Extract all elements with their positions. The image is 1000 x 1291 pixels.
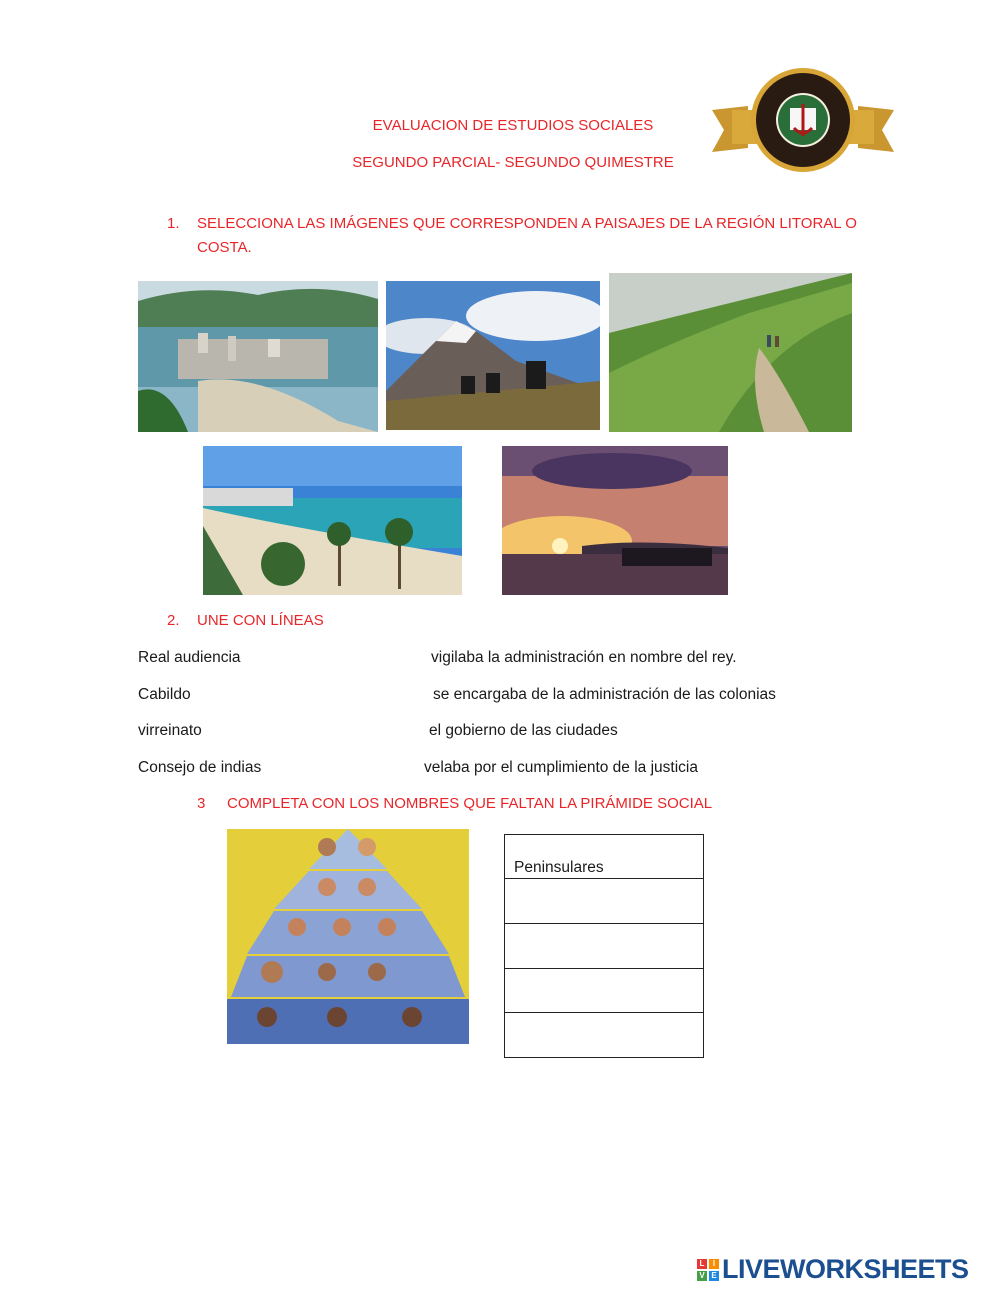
answer-box[interactable]: [504, 878, 704, 924]
liveworksheets-wordmark: LIVEWORKSHEETS: [722, 1254, 969, 1284]
q3-number: 3: [197, 795, 206, 812]
answer-box[interactable]: [504, 834, 704, 879]
match-left-item[interactable]: virreinato: [138, 722, 202, 739]
photo-green-hills-path[interactable]: [609, 273, 852, 432]
match-left-item[interactable]: Cabildo: [138, 686, 191, 703]
match-left-item[interactable]: Real audiencia: [138, 649, 241, 666]
liveworksheets-badge-icon: L I V E: [697, 1259, 719, 1281]
match-right-item[interactable]: velaba por el cumplimiento de la justicia: [424, 759, 698, 776]
q2-number: 2.: [167, 612, 180, 629]
answer-box[interactable]: [504, 968, 704, 1013]
social-pyramid-illustration: [227, 829, 469, 1044]
q1-number: 1.: [167, 215, 180, 232]
answer-box[interactable]: [504, 923, 704, 969]
match-left-item[interactable]: Consejo de indias: [138, 759, 262, 776]
photo-coastal-city[interactable]: [138, 281, 378, 432]
q2-text: UNE CON LÍNEAS: [197, 612, 324, 629]
answer-text: Peninsulares: [514, 859, 604, 876]
match-right-item[interactable]: se encargaba de la administración de las colonias: [433, 686, 776, 703]
q1-text-line1: SELECCIONA LAS IMÁGENES QUE CORRESPONDEN A PAISAJES DE LA REGIÓN LITORAL O: [197, 215, 857, 232]
liveworksheets-logo[interactable]: [697, 1254, 969, 1285]
match-right-item[interactable]: el gobierno de las ciudades: [429, 722, 618, 739]
photo-sunset-beach[interactable]: [502, 446, 728, 595]
page-subtitle: SEGUNDO PARCIAL- SEGUNDO QUIMESTRE: [352, 154, 674, 171]
q1-text-line2: COSTA.: [197, 239, 252, 256]
photo-volcano-riders[interactable]: [386, 281, 600, 430]
match-right-item[interactable]: vigilaba la administración en nombre del rey.: [431, 649, 737, 666]
photo-beach-palms[interactable]: [203, 446, 462, 595]
school-seal-logo: [708, 68, 898, 172]
answer-box[interactable]: [504, 1012, 704, 1058]
q3-text: COMPLETA CON LOS NOMBRES QUE FALTAN LA PIRÁMIDE SOCIAL: [227, 795, 713, 812]
page-title: EVALUACION DE ESTUDIOS SOCIALES: [372, 117, 654, 134]
